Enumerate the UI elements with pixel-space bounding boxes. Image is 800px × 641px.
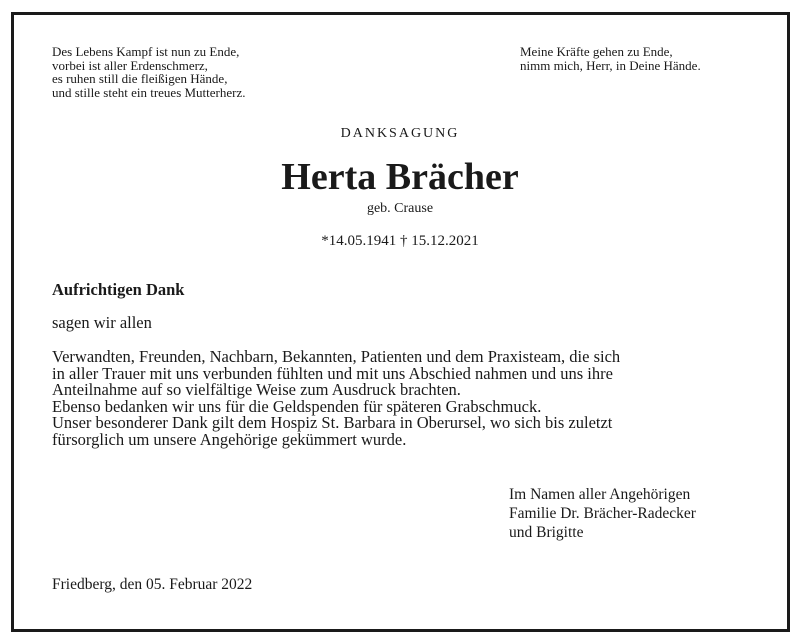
thanks-paragraph [52,349,620,449]
thanks-intro: sagen wir allen [52,313,152,332]
paragraph-line: Unser besonderer Dank gilt dem Hospiz St. Barbara in Oberursel, wo sich bis zuletzt [52,413,613,433]
signature-line: und Brigitte [509,524,584,541]
life-dates: *14.05.1941 † 15.12.2021 [321,233,479,249]
paragraph-line: Ebenso bedanken wir uns für die Geldspenden für späteren Grabschmuck. [52,396,542,416]
poem-left-line: Des Lebens Kampf ist nun zu Ende, [52,44,240,59]
poem-left-line: und stille steht ein treues Mutterherz. [52,84,246,100]
poem-right-line: Meine Kräfte gehen zu Ende, [520,44,673,59]
signature-line: Im Namen aller Angehörigen [509,486,691,503]
maiden-name: geb. Crause [366,201,434,216]
deceased-name: Herta Brächer [281,156,519,198]
paragraph-line: Anteilnahme auf so vielfältige Weise zum Ausdruck brachten. [52,380,461,400]
paragraph-line: fürsorglich um unsere Angehörige gekümmert wurde. [52,429,407,449]
poem-left-line: vorbei ist aller Erdenschmerz, [52,57,208,73]
poem-left [52,45,246,99]
poem-left-line: es ruhen still die fleißigen Hände, [52,71,228,86]
place-date: Friedberg, den 05. Februar 2022 [52,576,253,593]
poem-right [520,45,701,72]
poem-right-line: nimm mich, Herr, in Deine Hände. [520,57,701,73]
notice-heading: DANKSAGUNG [340,126,460,141]
signature-block [509,485,696,542]
paragraph-line: in aller Trauer mit uns verbunden fühlten und mit uns Abschied nahmen und uns ihre [52,363,613,383]
thanks-heading: Aufrichtigen Dank [52,280,185,299]
signature-line: Familie Dr. Brächer-Radecker [509,505,696,522]
paragraph-line: Verwandten, Freunden, Nachbarn, Bekannten, Patienten und dem Praxisteam, die sich [52,347,621,366]
